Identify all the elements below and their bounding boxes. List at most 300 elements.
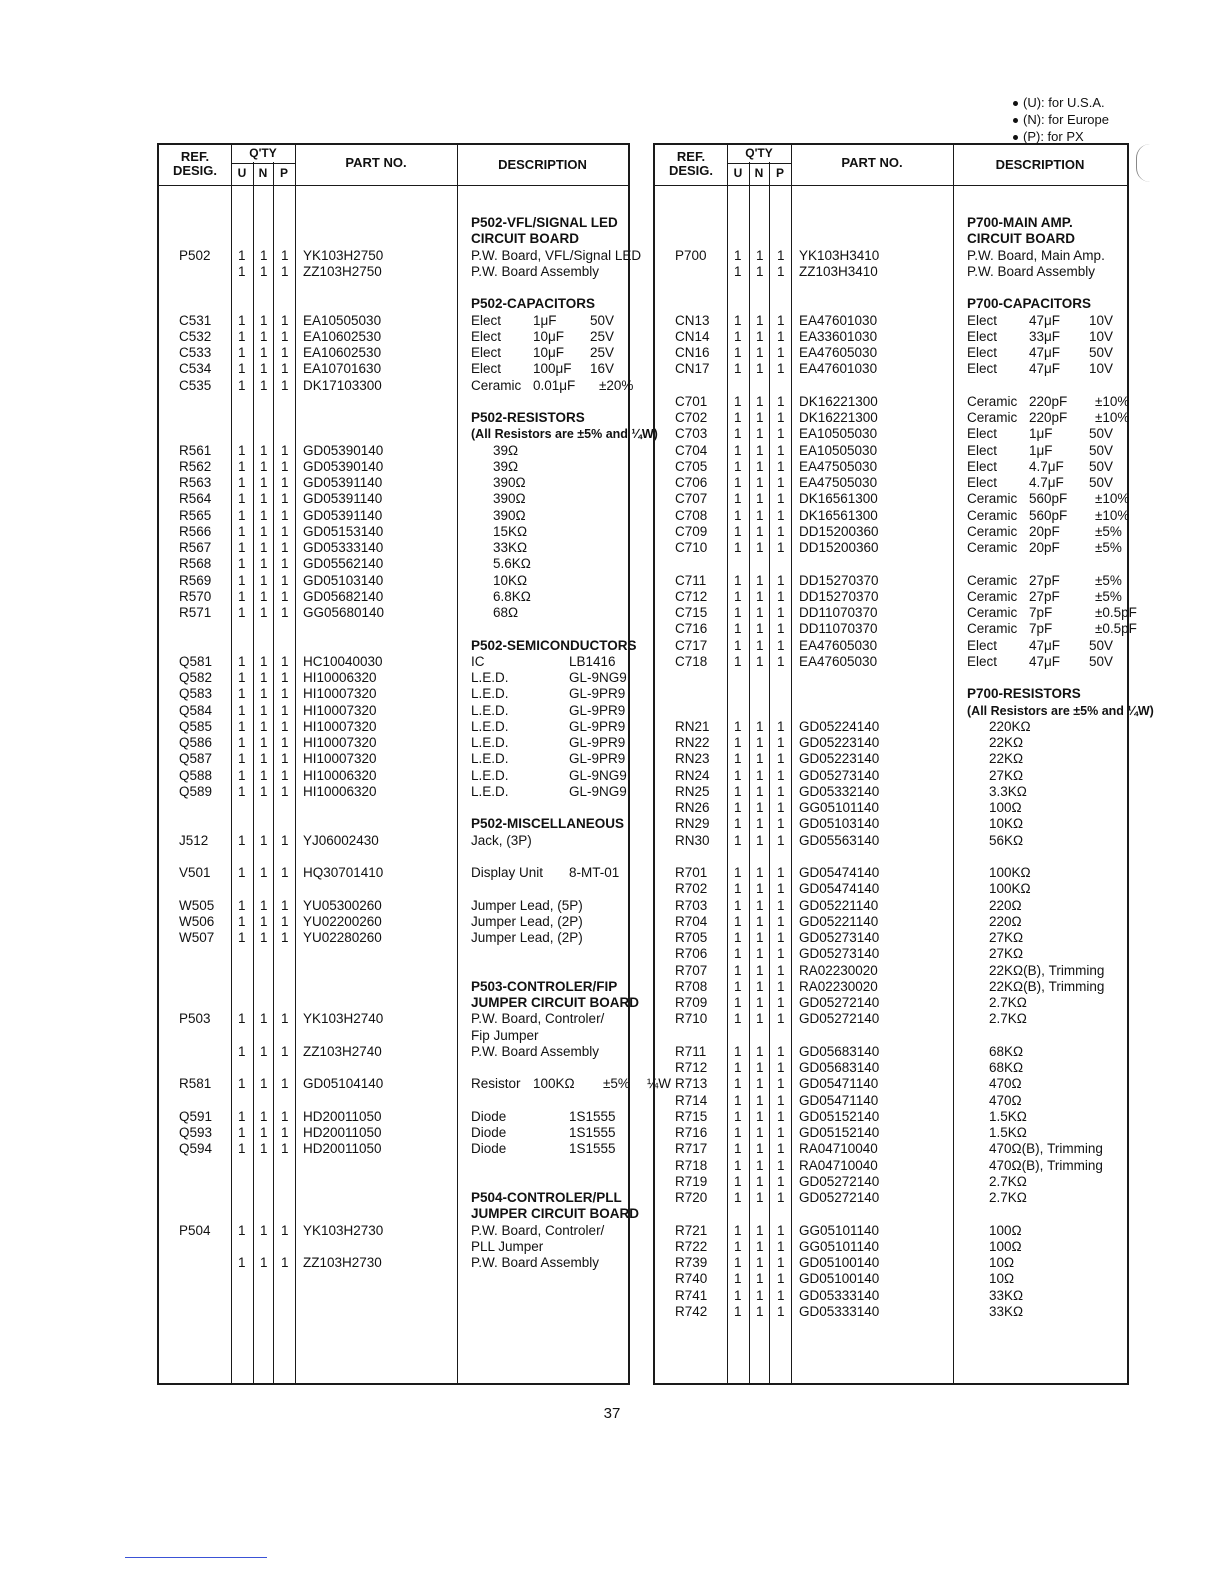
qty-u: 1	[734, 345, 742, 360]
qty-n: 1	[260, 767, 268, 783]
part-number: EA47605030	[799, 653, 878, 669]
description: L.E.D.	[471, 767, 509, 783]
ref-desig: R563	[179, 475, 212, 490]
part-number: HD20011050	[303, 1108, 382, 1124]
value: 27pF	[1029, 572, 1060, 588]
value: 15KΩ	[493, 523, 528, 539]
description: Elect	[471, 312, 502, 328]
ref-desig: R713	[675, 1076, 708, 1092]
section-heading	[159, 1190, 628, 1206]
qty-p: 1	[777, 881, 785, 897]
part-number: GD05332140	[799, 783, 880, 799]
part-row	[159, 589, 628, 605]
section-heading	[159, 296, 628, 312]
description: PLL Jumper	[471, 1238, 544, 1254]
qty-p: 1	[281, 361, 289, 377]
part-row	[159, 361, 628, 377]
description: IC	[471, 653, 485, 669]
footer-rule	[125, 1557, 267, 1558]
qty-n: 1	[260, 653, 268, 669]
part-number: GD05474140	[799, 881, 880, 897]
qty-n: 1	[756, 767, 764, 783]
qty-u: 1	[238, 263, 246, 279]
ref-desig: Q587	[179, 751, 213, 767]
value: 10KΩ	[989, 816, 1024, 832]
wattage: ¼W	[647, 1076, 672, 1092]
qty-u: 1	[734, 442, 742, 458]
part-number: HC10040030	[303, 653, 383, 669]
value: 470Ω(B), Trimming	[989, 1157, 1103, 1173]
value: 220Ω	[989, 897, 1022, 913]
qty-p: 1	[281, 1043, 289, 1059]
qty-n: 1	[260, 1076, 268, 1092]
part-row	[159, 833, 628, 849]
qty-u: 1	[238, 572, 246, 588]
qty-u: 1	[734, 328, 742, 344]
ref-desig: P700	[675, 247, 707, 263]
value: 220pF	[1029, 410, 1068, 425]
value: 2.7KΩ	[989, 995, 1027, 1010]
tolerance: ±0.5pF	[1095, 605, 1137, 620]
part-number: HQ30701410	[303, 865, 384, 880]
section-note	[159, 426, 658, 442]
qty-p: 1	[777, 1173, 785, 1189]
value: 22KΩ(B), Trimming	[989, 962, 1105, 978]
description: Elect	[967, 653, 998, 669]
description: Elect	[967, 345, 998, 360]
model-code: GL-9PR9	[569, 686, 626, 702]
qty-u: 1	[734, 247, 742, 263]
spacer-row	[159, 800, 628, 816]
part-row	[159, 865, 628, 881]
value: 2.7KΩ	[989, 1011, 1027, 1027]
ref-desig: Q593	[179, 1125, 213, 1140]
part-number: ZZ103H3410	[799, 263, 878, 279]
value: 33KΩ	[989, 1303, 1024, 1319]
qty-p: 1	[777, 410, 785, 425]
qty-n: 1	[260, 605, 268, 620]
qty-u: 1	[734, 1303, 742, 1319]
qty-p: 1	[281, 913, 289, 929]
part-row	[159, 703, 628, 719]
section-title: P700-MAIN AMP.	[967, 215, 1073, 230]
qty-p: 1	[281, 686, 289, 702]
qty-u: 1	[238, 751, 246, 767]
qty-u: 1	[734, 621, 742, 637]
section-heading	[159, 979, 628, 995]
part-number: YK103H2730	[303, 1222, 384, 1238]
model-code: GL-9PR9	[569, 718, 626, 734]
tolerance: ±5%	[1095, 588, 1122, 604]
description: P.W. Board, Controler/	[471, 1011, 605, 1027]
qty-n: 1	[756, 897, 764, 913]
part-number: EA10701630	[303, 361, 382, 377]
qty-n: 1	[756, 1076, 764, 1092]
ref-desig: CN13	[675, 312, 710, 328]
qty-n: 1	[756, 426, 764, 442]
qty-u: 1	[734, 865, 742, 880]
rating: 50V	[1088, 637, 1113, 653]
part-row	[655, 768, 1127, 784]
part-row	[655, 1190, 1127, 1206]
rating: 10V	[1088, 312, 1113, 328]
part-number: GD05563140	[799, 832, 880, 848]
qty-n: 1	[756, 247, 764, 263]
part-number: YK103H2750	[303, 247, 384, 263]
qty-u: 1	[734, 783, 742, 799]
qty-n: 1	[756, 410, 764, 425]
spacer-row	[655, 670, 1127, 686]
value: 100Ω	[989, 1222, 1022, 1238]
value: 470Ω	[989, 1076, 1022, 1092]
qty-u: 1	[238, 1125, 246, 1140]
part-row	[159, 540, 628, 556]
part-number: HI10007320	[303, 751, 377, 767]
qty-n: 1	[260, 897, 268, 913]
part-row	[655, 735, 1127, 751]
qty-n: 1	[756, 783, 764, 799]
ref-desig: R581	[179, 1076, 212, 1092]
part-number: GD05152140	[799, 1108, 880, 1124]
spacer-row	[159, 1158, 628, 1174]
ref-desig: P504	[179, 1222, 211, 1238]
qty-n: 1	[756, 393, 764, 409]
description: P.W. Board, Controler/	[471, 1222, 605, 1238]
ref-desig: Q584	[179, 702, 213, 718]
region-legend	[1013, 94, 1109, 145]
section-title: P700-CAPACITORS	[967, 296, 1092, 312]
qty-n: 1	[756, 328, 764, 344]
ref-desig: W505	[179, 897, 215, 913]
part-row	[655, 313, 1127, 329]
part-number: RA04710040	[799, 1141, 878, 1157]
tolerance: ±10%	[1095, 393, 1130, 409]
tolerance: ±10%	[1095, 491, 1130, 507]
ref-desig: CN16	[675, 345, 710, 360]
tolerance: ±5%	[603, 1076, 630, 1092]
part-number: YU05300260	[303, 897, 382, 913]
section-heading	[159, 637, 637, 654]
part-row	[655, 491, 1130, 507]
qty-u: 1	[734, 897, 742, 913]
description: Ceramic	[967, 588, 1018, 604]
part-row	[655, 443, 1127, 459]
part-number: GD05391140	[303, 491, 383, 507]
description: Elect	[967, 458, 998, 474]
qty-p: 1	[777, 572, 785, 588]
ref-desig: R722	[675, 1238, 708, 1254]
qty-n: 1	[756, 491, 764, 507]
qty-n: 1	[260, 1043, 268, 1059]
description: L.E.D.	[471, 735, 509, 750]
part-number: GD05100140	[799, 1255, 880, 1270]
qty-u: 1	[238, 702, 246, 718]
qty-p: 1	[777, 930, 785, 945]
qty-p: 1	[281, 1222, 289, 1238]
description: Elect	[967, 328, 998, 344]
part-row	[655, 393, 1130, 410]
qty-p: 1	[777, 312, 785, 328]
model-code: GL-9NG9	[569, 670, 627, 685]
qty-p: 1	[777, 1011, 785, 1027]
qty-p: 1	[281, 247, 289, 263]
qty-u: 1	[238, 897, 246, 913]
part-number: EA47505030	[799, 458, 878, 474]
value: 470Ω(B), Trimming	[989, 1141, 1103, 1157]
qty-u: 1	[238, 670, 246, 685]
part-number: GD05390140	[303, 458, 384, 474]
ref-desig: C706	[675, 475, 708, 490]
ref-desig: RN25	[675, 783, 710, 799]
qty-n: 1	[260, 1141, 268, 1157]
part-number: ZZ103H2750	[303, 263, 382, 279]
part-number: RA04710040	[799, 1157, 878, 1173]
part-number: GD05474140	[799, 865, 880, 880]
qty-u: 1	[734, 800, 742, 815]
header-qty-p: P	[775, 166, 784, 180]
qty-n: 1	[260, 1108, 268, 1124]
part-number: GD05152140	[799, 1125, 880, 1140]
qty-n: 1	[756, 507, 764, 523]
qty-n: 1	[260, 670, 268, 685]
qty-u: 1	[734, 1092, 742, 1108]
part-number: GG05101140	[799, 1222, 880, 1238]
ref-desig: CN17	[675, 361, 710, 377]
ref-desig: C532	[179, 328, 212, 344]
qty-u: 1	[238, 832, 246, 848]
ref-desig: C717	[675, 637, 708, 653]
qty-u: 1	[238, 345, 246, 360]
qty-u: 1	[734, 312, 742, 328]
part-number: YU02280260	[303, 930, 382, 945]
part-row	[655, 264, 1127, 280]
description: Jumper Lead, (5P)	[471, 897, 583, 913]
part-number: YK103H3410	[799, 247, 880, 263]
ref-desig: C716	[675, 621, 708, 637]
section-title: CIRCUIT BOARD	[967, 231, 1075, 247]
qty-p: 1	[777, 735, 785, 750]
value: 7pF	[1029, 621, 1053, 637]
rating: 50V	[1088, 458, 1113, 474]
qty-p: 1	[777, 978, 785, 994]
section-title: P700-RESISTORS	[967, 686, 1081, 702]
tolerance: ±10%	[1095, 507, 1130, 523]
qty-n: 1	[756, 1092, 764, 1108]
rating: 16V	[589, 361, 614, 377]
section-note-text: (All Resistors are ±5% and ¼W)	[471, 427, 658, 442]
qty-u: 1	[734, 572, 742, 588]
part-number: GD05221140	[799, 913, 879, 929]
part-row	[159, 898, 628, 914]
part-row	[655, 524, 1127, 540]
part-number: GD05471140	[799, 1092, 879, 1108]
qty-u: 1	[734, 426, 742, 442]
part-row	[159, 1255, 628, 1271]
qty-n: 1	[756, 1255, 764, 1270]
qty-n: 1	[260, 686, 268, 702]
section-heading	[159, 410, 628, 426]
ref-desig: R571	[179, 605, 212, 620]
qty-n: 1	[756, 913, 764, 929]
part-number: GD05223140	[799, 735, 880, 750]
description: Elect	[967, 442, 998, 458]
ref-desig: R711	[675, 1043, 707, 1059]
part-row	[655, 621, 1137, 637]
qty-n: 1	[260, 1125, 268, 1140]
qty-u: 1	[238, 247, 246, 263]
qty-n: 1	[756, 540, 764, 555]
value: 390Ω	[493, 507, 526, 523]
qty-n: 1	[756, 458, 764, 474]
qty-u: 1	[238, 865, 246, 880]
description: Jumper Lead, (2P)	[471, 913, 583, 929]
description: Elect	[471, 328, 502, 344]
qty-u: 1	[238, 1222, 246, 1238]
qty-n: 1	[260, 913, 268, 929]
part-number: EA47505030	[799, 475, 878, 490]
qty-p: 1	[281, 670, 289, 685]
value: 47μF	[1029, 345, 1061, 360]
ref-desig: RN22	[675, 735, 710, 750]
qty-n: 1	[260, 458, 268, 474]
qty-n: 1	[756, 1271, 764, 1287]
part-number: EA10602530	[303, 345, 382, 360]
value: 1.5KΩ	[989, 1125, 1027, 1140]
section-title: P502-CAPACITORS	[471, 296, 596, 312]
description: Ceramic	[471, 377, 522, 393]
part-row	[655, 605, 1137, 621]
part-row	[655, 1076, 1127, 1092]
header-qty-n: N	[258, 166, 268, 180]
qty-n: 1	[260, 556, 268, 572]
part-row	[159, 459, 628, 475]
description: L.E.D.	[471, 751, 509, 767]
ref-desig: Q581	[179, 653, 213, 669]
part-number: GD05103140	[303, 572, 384, 588]
description: Ceramic	[967, 572, 1018, 588]
tolerance: ±0.5pF	[1095, 621, 1137, 637]
section-title: P503-CONTROLER/FIP	[471, 978, 618, 994]
part-number: GD05153140	[303, 523, 384, 539]
qty-p: 1	[777, 1190, 785, 1205]
part-number: GD05223140	[799, 751, 880, 767]
qty-p: 1	[777, 491, 785, 507]
part-row	[159, 735, 628, 751]
part-row	[159, 654, 628, 670]
value: 33KΩ	[989, 1287, 1024, 1303]
value: 470Ω	[989, 1092, 1022, 1108]
part-number: HI10006320	[303, 783, 377, 799]
part-number: EA10505030	[799, 442, 878, 458]
value: 10Ω	[989, 1255, 1015, 1270]
value: 1μF	[1029, 442, 1053, 458]
ref-desig: C703	[675, 426, 708, 442]
ref-desig: Q582	[179, 670, 213, 685]
qty-u: 1	[238, 507, 246, 523]
ref-desig: R702	[675, 881, 708, 897]
header-qty-n: N	[754, 166, 764, 180]
part-number: DD15270370	[799, 588, 879, 604]
model-code: 8-MT-01	[569, 865, 620, 880]
description: Ceramic	[967, 540, 1018, 555]
ref-desig: RN23	[675, 751, 710, 767]
qty-n: 1	[756, 637, 764, 653]
part-row	[655, 573, 1127, 589]
qty-n: 1	[260, 328, 268, 344]
qty-u: 1	[238, 1141, 246, 1157]
section-title: P504-CONTROLER/PLL	[471, 1190, 622, 1205]
part-number: DK16221300	[799, 393, 878, 409]
header-qty: Q'TY	[745, 146, 773, 160]
header-qty-u: U	[237, 166, 247, 180]
part-number: HI10006320	[303, 767, 377, 783]
part-row	[655, 638, 1127, 654]
qty-u: 1	[238, 1011, 246, 1027]
ref-desig: R716	[675, 1125, 708, 1140]
part-number: GG05101140	[799, 1238, 880, 1254]
qty-u: 1	[238, 361, 246, 377]
qty-n: 1	[260, 1222, 268, 1238]
qty-n: 1	[756, 946, 764, 962]
description: Display Unit	[471, 865, 544, 880]
qty-p: 1	[281, 458, 289, 474]
qty-p: 1	[777, 1043, 785, 1059]
qty-n: 1	[260, 1255, 268, 1270]
ref-desig: C708	[675, 507, 708, 523]
rating: 50V	[1088, 345, 1113, 360]
model-code: 1S1555	[569, 1108, 616, 1124]
part-number: ZZ103H2740	[303, 1043, 382, 1059]
part-number: HD20011050	[303, 1125, 382, 1140]
ref-desig: C705	[675, 458, 708, 474]
value: 100μF	[533, 361, 572, 377]
section-title: JUMPER CIRCUIT BOARD	[471, 1206, 640, 1222]
qty-p: 1	[777, 1125, 785, 1140]
qty-p: 1	[281, 767, 289, 783]
description: P.W. Board Assembly	[471, 1255, 600, 1270]
value: 220Ω	[989, 913, 1022, 929]
ref-desig: R705	[675, 930, 708, 945]
value: 39Ω	[493, 442, 519, 458]
qty-u: 1	[238, 686, 246, 702]
qty-u: 1	[734, 1076, 742, 1092]
qty-n: 1	[756, 1222, 764, 1238]
ref-desig: P502	[179, 247, 211, 263]
ref-desig: P503	[179, 1011, 211, 1027]
ref-desig: R715	[675, 1108, 708, 1124]
tolerance: ±20%	[599, 377, 634, 393]
parts-table-right	[653, 143, 1154, 1385]
qty-n: 1	[756, 1303, 764, 1319]
qty-p: 1	[777, 1222, 785, 1238]
qty-p: 1	[777, 540, 785, 555]
section-heading	[159, 816, 628, 832]
qty-p: 1	[281, 1076, 289, 1092]
description: L.E.D.	[471, 718, 509, 734]
value: 1.5KΩ	[989, 1108, 1027, 1124]
qty-n: 1	[756, 1190, 764, 1205]
qty-u: 1	[734, 995, 742, 1010]
qty-p: 1	[281, 523, 289, 539]
qty-p: 1	[281, 865, 289, 880]
part-row	[655, 361, 1127, 377]
qty-p: 1	[777, 1141, 785, 1157]
ref-desig: R703	[675, 897, 708, 913]
qty-n: 1	[756, 735, 764, 750]
part-row	[655, 784, 1127, 800]
qty-n: 1	[756, 345, 764, 360]
description: P.W. Board Assembly	[967, 263, 1096, 279]
